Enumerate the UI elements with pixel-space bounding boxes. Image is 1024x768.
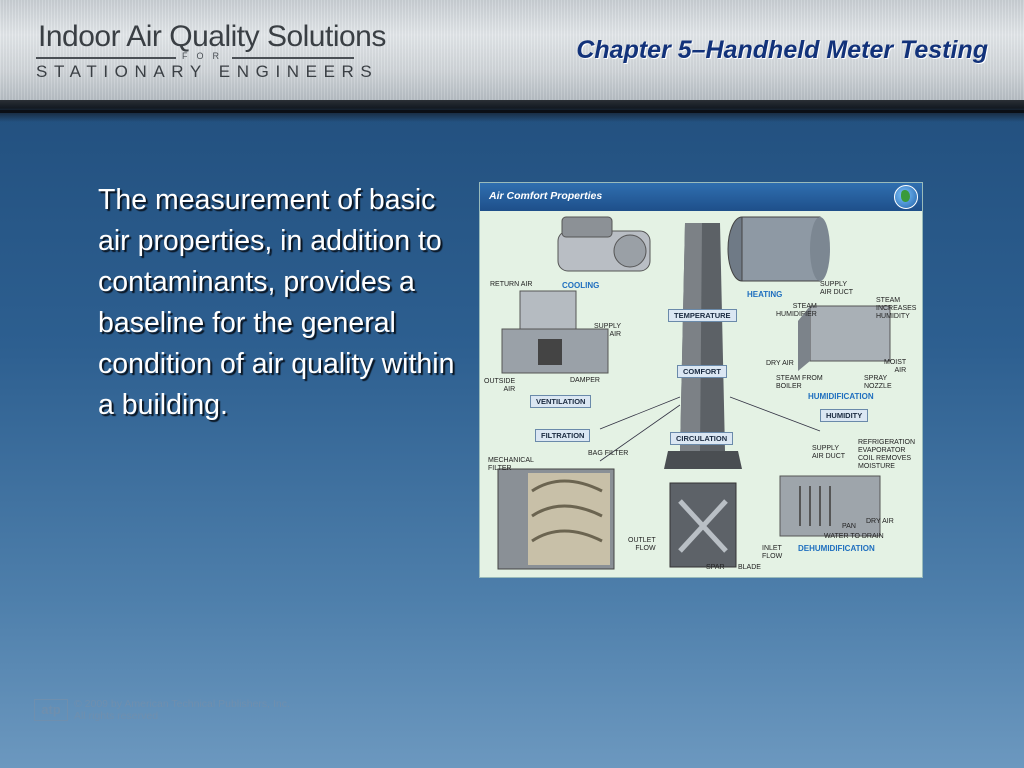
logo-subtitle: STATIONARY ENGINEERS [36, 62, 379, 81]
ventilation-box: VENTILATION [530, 395, 591, 408]
fan-illustration [670, 483, 736, 567]
label-supply-air: SUPPLY AIR [594, 323, 622, 338]
label-refrigeration: REFRIGERATION EVAPORATOR COIL REMOVES MOISTURE [858, 439, 916, 470]
header-divider [0, 110, 1024, 113]
circulation-box: CIRCULATION [670, 432, 733, 445]
label-bag-filter: BAG FILTER [588, 450, 629, 457]
logo-for: FOR [182, 51, 228, 61]
filtration-box: FILTRATION [535, 429, 590, 442]
label-outside-air: OUTSIDE AIR [484, 378, 516, 393]
label-steam-increases: STEAM INCREASES HUMIDITY [876, 297, 917, 320]
label-pan: PAN [842, 523, 856, 530]
air-comfort-figure [479, 182, 923, 578]
header-band [0, 0, 1024, 100]
temperature-box: TEMPERATURE [668, 309, 737, 322]
ventilation-duct-illustration [502, 291, 608, 373]
label-blade: BLADE [738, 564, 761, 571]
copyright-line: © 2009 by American Technical Publishers, Inc. [74, 698, 290, 710]
label-supply-air-duct-2: SUPPLY AIR DUCT [812, 445, 846, 460]
rights-line: All rights reserved [74, 710, 159, 722]
label-moist-air: MOIST AIR [884, 359, 907, 374]
label-water-to-drain: WATER TO DRAIN [824, 533, 884, 540]
figure-header [480, 183, 922, 211]
label-dry-air: DRY AIR [766, 360, 794, 367]
humidity-box: HUMIDITY [820, 409, 868, 422]
logo-title: Indoor Air Quality Solutions [38, 20, 386, 53]
label-outlet-flow: OUTLET FLOW [628, 537, 656, 552]
heating-heading: HEATING [747, 290, 783, 299]
label-return-air: RETURN AIR [490, 281, 533, 288]
evaporator-duct-illustration [780, 476, 880, 536]
publisher-logo: atp [34, 699, 68, 721]
logo-rule-left [36, 57, 176, 59]
copyright-text [74, 698, 290, 722]
dehumidification-heading: DEHUMIDIFICATION [798, 544, 875, 553]
body-paragraph: The measurement of basic air properties, in addition to contaminants, provides a baseline for the general condition of air quality within a building. [98, 184, 455, 421]
label-damper: DAMPER [570, 377, 600, 384]
comfort-box: COMFORT [677, 365, 727, 378]
humidification-heading: HUMIDIFICATION [808, 392, 874, 401]
chiller-illustration [558, 217, 650, 271]
figure-title: Air Comfort Properties [489, 190, 603, 202]
label-steam-from-boiler: STEAM FROM BOILER [776, 375, 823, 390]
label-steam-humidifier: STEAM HUMIDIFIER [776, 303, 817, 318]
label-inlet-flow: INLET FLOW [762, 545, 783, 560]
label-spar: SPAR [706, 564, 725, 571]
label-mechanical-filter: MECHANICAL FILTER [488, 457, 534, 472]
globe-icon [894, 185, 918, 209]
bag-filter-illustration [498, 469, 614, 569]
boiler-illustration [728, 217, 830, 281]
label-dry-air-2: DRY AIR [866, 518, 894, 525]
cooling-heading: COOLING [562, 281, 600, 290]
logo-rule-right [232, 57, 354, 59]
label-supply-air-duct: SUPPLY AIR DUCT [820, 281, 854, 296]
label-spray-nozzle: SPRAY NOZZLE [864, 375, 892, 390]
chapter-title: Chapter 5–Handheld Meter Testing [576, 36, 988, 64]
